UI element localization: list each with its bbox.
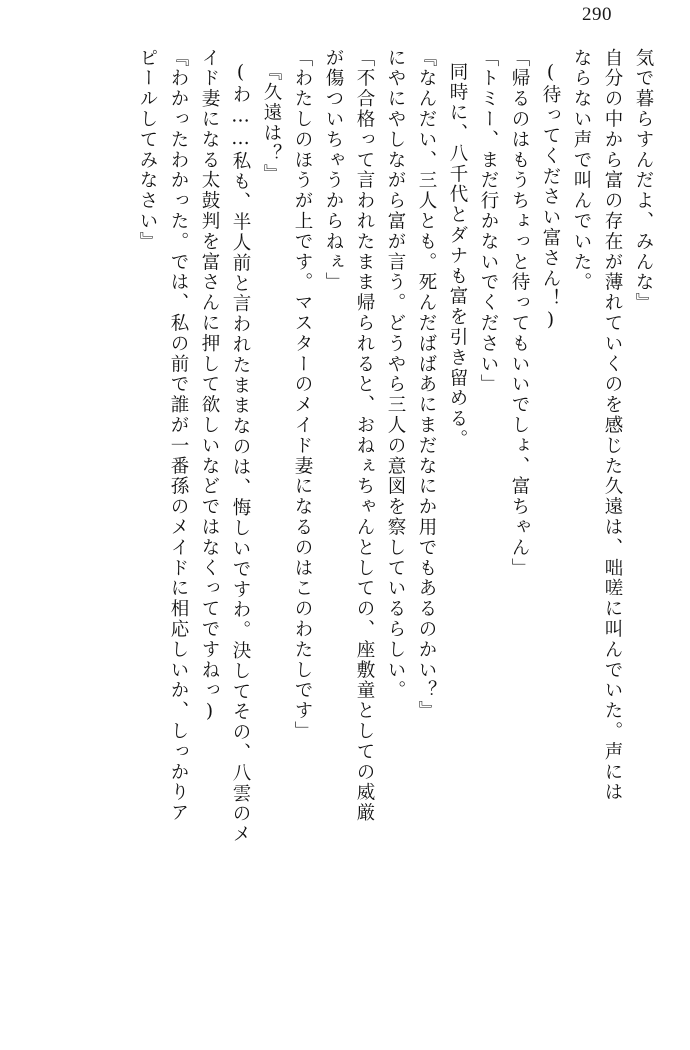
text-line: 自分の中から富の存在が薄れていくのを感じた久遠は、咄嗟に叫んでいた。声には [602, 48, 623, 803]
text-line: にやにやしながら富が言う。どうやら三人の意図を察しているらしい。 [385, 48, 406, 701]
text-line: 同時に、八千代とダナも富を引き留める。 [447, 62, 468, 450]
vertical-text-body [30, 48, 652, 1020]
page-number: 290 [582, 4, 612, 25]
text-line: ならない声で叫んでいた。 [571, 48, 592, 293]
text-line: ピールしてみなさい』 [137, 48, 158, 252]
text-line: 「不合格って言われたまま帰られると、おねぇちゃんとしての、座敷童としての威厳 [354, 48, 375, 824]
text-line: 『久遠は？』 [261, 62, 282, 185]
text-line: が傷ついちゃうからねぇ」 [323, 48, 344, 293]
text-line: (わ……私も、半人前と言われたままなのは、悔しいですわ。決してその、八雲のメ [230, 62, 251, 845]
text-line: 「わたしのほうが上です。マスターのメイド妻になるのはこのわたしです」 [292, 48, 313, 742]
text-line: 『わかったわかった。では、私の前で誰が一番孫のメイドに相応しいか、しっかりア [168, 48, 189, 824]
text-line: (待ってください富さん！) [540, 62, 561, 333]
text-line: 気で暮らすんだよ、みんな』 [633, 48, 654, 314]
text-line: 「トミー、まだ行かないでください」 [478, 48, 499, 395]
text-line: イド妻になる太鼓判を富さんに押して欲しいなどではなくってですねっ) [199, 48, 220, 724]
text-line: 『なんだい、三人とも。死んだばばあにまだなにか用でもあるのかい？』 [416, 48, 437, 722]
text-line: 「帰るのはもうちょっと待ってもいいでしょ、富ちゃん」 [509, 48, 530, 579]
